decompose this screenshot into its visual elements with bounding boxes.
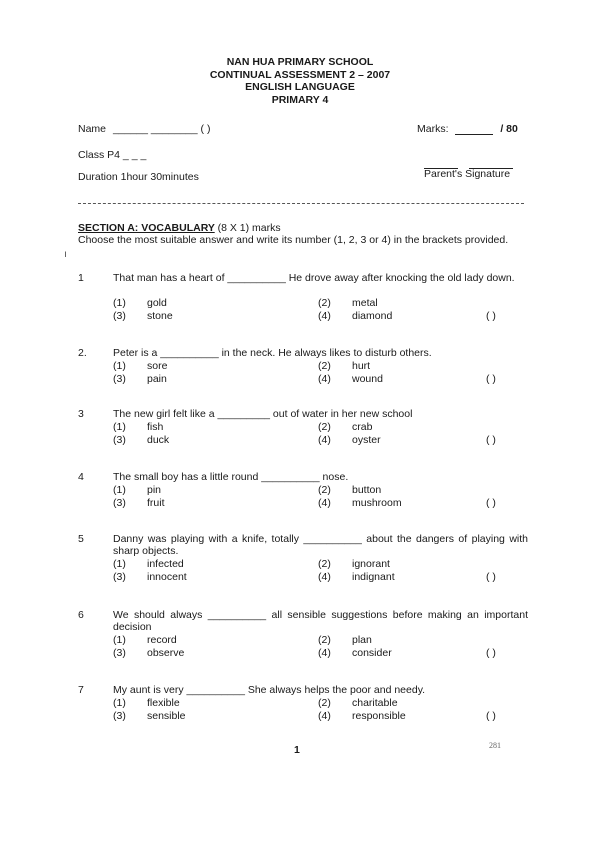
option-number: (2) (318, 697, 331, 709)
section-title-text: SECTION A: VOCABULARY (78, 222, 215, 234)
option-number: (4) (318, 310, 331, 322)
option-number: (3) (113, 710, 126, 722)
option-number: (2) (318, 297, 331, 309)
question-stem: My aunt is very __________ She always helps the poor and needy. (113, 684, 426, 696)
exam-header (0, 56, 600, 106)
option-text: charitable (352, 697, 398, 709)
option-number: (4) (318, 710, 331, 722)
page-number: 1 (294, 744, 300, 756)
answer-option (113, 297, 167, 309)
option-number: (1) (113, 360, 126, 372)
answer-option (318, 421, 372, 433)
option-text: innocent (147, 571, 187, 583)
option-text: ignorant (352, 558, 390, 570)
header-divider (78, 203, 524, 204)
option-number: (1) (113, 421, 126, 433)
page-code: 281 (489, 741, 501, 750)
parent-signature-label: Parent's Signature (424, 168, 511, 180)
option-text: hurt (352, 360, 371, 372)
option-number: (3) (113, 434, 126, 446)
question-stem: We should always __________ all sensible suggestions before making an important decision (113, 609, 528, 633)
option-text: plan (352, 634, 372, 646)
question-stem: The new girl felt like a _________ out of water in her new school (113, 408, 413, 420)
question-number: 4 (78, 471, 84, 483)
marks-field (417, 123, 518, 135)
option-number: (3) (113, 373, 126, 385)
level-title: PRIMARY 4 (271, 93, 329, 106)
option-number: (4) (318, 497, 331, 509)
option-number: (3) (113, 310, 126, 322)
option-text: infected (147, 558, 184, 570)
option-number: (1) (113, 697, 126, 709)
option-number: (1) (113, 484, 126, 496)
option-number: (1) (113, 297, 126, 309)
answer-bracket[interactable]: ( ) (486, 710, 496, 722)
answer-option (318, 571, 395, 583)
option-text: responsible (352, 710, 406, 722)
section-instructions: Choose the most suitable answer and write its number (1, 2, 3 or 4) in the brackets provided. (78, 234, 509, 246)
option-text: stone (147, 310, 173, 322)
option-text: record (147, 634, 177, 646)
option-number: (4) (318, 571, 331, 583)
answer-option (113, 571, 187, 583)
option-text: crab (352, 421, 373, 433)
assessment-title: CONTINUAL ASSESSMENT 2 – 2007 (209, 68, 391, 81)
option-number: (2) (318, 484, 331, 496)
answer-option (318, 558, 390, 570)
option-number: (1) (113, 634, 126, 646)
answer-option (113, 310, 173, 322)
answer-option (113, 710, 186, 722)
option-text: diamond (352, 310, 393, 322)
option-text: wound (352, 373, 383, 385)
option-text: gold (147, 297, 167, 309)
option-text: button (352, 484, 382, 496)
option-number: (4) (318, 373, 331, 385)
option-text: mushroom (352, 497, 402, 509)
answer-option (113, 497, 165, 509)
option-text: observe (147, 647, 185, 659)
question-stem: Danny was playing with a knife, totally __________ about the dangers of playing with sharp objects. (113, 533, 528, 557)
answer-option (318, 647, 392, 659)
answer-bracket[interactable]: ( ) (486, 310, 496, 322)
option-text: consider (352, 647, 392, 659)
answer-option (318, 360, 370, 372)
subject-title: ENGLISH LANGUAGE (245, 81, 355, 93)
option-number: (2) (318, 634, 331, 646)
option-number: (2) (318, 360, 331, 372)
option-number: (4) (318, 647, 331, 659)
answer-option (318, 310, 392, 322)
option-number: (4) (318, 434, 331, 446)
option-text: flexible (147, 697, 180, 709)
question-number: 3 (78, 408, 84, 420)
option-text: sensible (147, 710, 186, 722)
option-number: (3) (113, 497, 126, 509)
answer-option (318, 297, 378, 309)
option-number: (2) (318, 421, 331, 433)
class-field: Class P4 _ _ _ (78, 149, 147, 161)
option-text: metal (352, 297, 378, 309)
answer-option (318, 697, 398, 709)
section-title (78, 222, 281, 234)
answer-option (318, 710, 406, 722)
answer-option (113, 360, 167, 372)
answer-option (318, 434, 381, 446)
answer-option (318, 634, 372, 646)
answer-option (113, 634, 177, 646)
answer-bracket[interactable]: ( ) (486, 434, 496, 446)
option-number: (1) (113, 558, 126, 570)
question-number: 1 (78, 272, 84, 284)
answer-bracket[interactable]: ( ) (486, 647, 496, 659)
option-text: sore (147, 360, 168, 372)
option-text: fish (147, 421, 164, 433)
school-name: NAN HUA PRIMARY SCHOOL (226, 56, 374, 68)
option-text: fruit (147, 497, 165, 509)
option-number: (3) (113, 571, 126, 583)
answer-option (113, 373, 167, 385)
answer-bracket[interactable]: ( ) (486, 571, 496, 583)
name-blank: ______ ________ ( ) (112, 123, 211, 135)
answer-bracket[interactable]: ( ) (486, 497, 496, 509)
answer-option (318, 373, 383, 385)
answer-bracket[interactable]: ( ) (486, 373, 496, 385)
stray-mark: ı (64, 248, 67, 260)
option-text: oyster (352, 434, 381, 446)
option-text: duck (147, 434, 170, 446)
answer-option (113, 434, 169, 446)
option-number: (3) (113, 647, 126, 659)
answer-option (113, 421, 163, 433)
answer-option (113, 647, 184, 659)
question-number: 5 (78, 533, 84, 545)
section-marks: (8 X 1) marks (217, 222, 281, 234)
question-number: 2. (78, 347, 87, 359)
marks-total: / 80 (500, 123, 518, 135)
question-stem: That man has a heart of __________ He drove away after knocking the old lady down. (113, 272, 515, 284)
option-text: pain (147, 373, 167, 385)
answer-option (113, 558, 184, 570)
answer-option (318, 497, 402, 509)
answer-option (318, 484, 381, 496)
option-text: indignant (352, 571, 395, 583)
answer-option (113, 484, 161, 496)
marks-label: Marks: (417, 123, 449, 135)
question-stem: The small boy has a little round __________ nose. (113, 471, 349, 483)
option-text: pin (147, 484, 162, 496)
name-field (78, 123, 210, 135)
question-stem: Peter is a __________ in the neck. He always likes to disturb others. (113, 347, 432, 359)
name-label: Name (78, 123, 107, 135)
duration-field: Duration 1hour 30minutes (78, 171, 199, 183)
question-number: 6 (78, 609, 84, 621)
marks-blank (455, 133, 493, 135)
option-number: (2) (318, 558, 331, 570)
question-number: 7 (78, 684, 84, 696)
answer-option (113, 697, 180, 709)
